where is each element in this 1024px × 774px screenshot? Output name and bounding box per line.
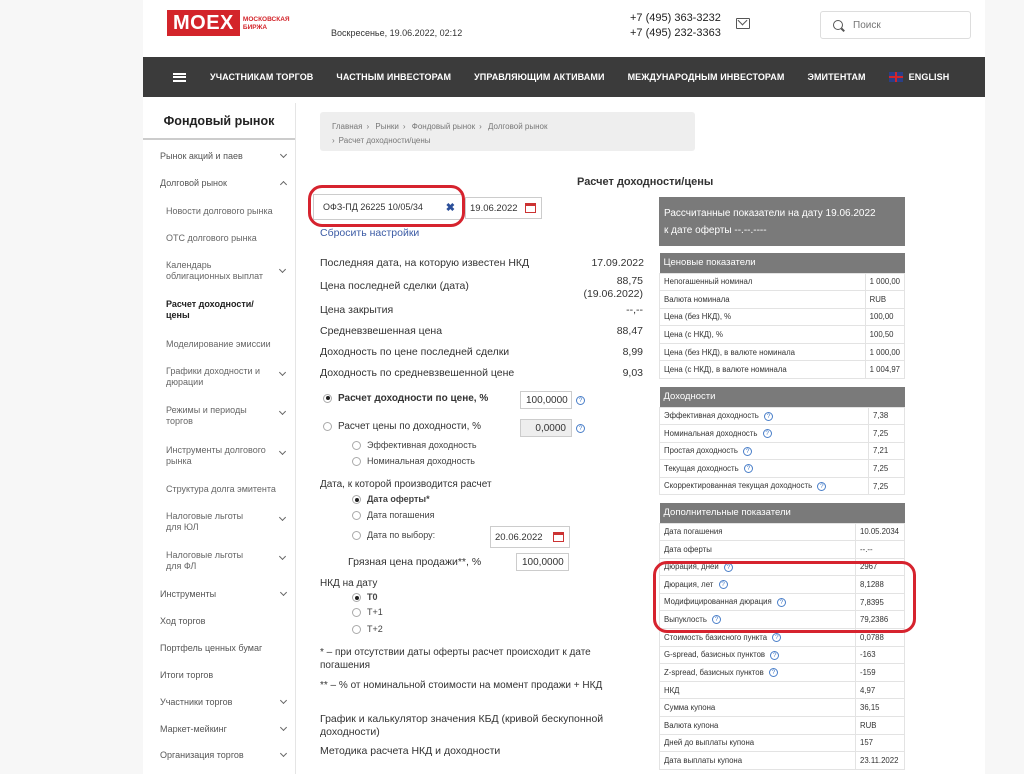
chevron-down-icon — [280, 589, 287, 596]
help-icon[interactable]: ? — [724, 563, 733, 572]
table-row — [660, 361, 905, 379]
last-nkd-date-label: Последняя дата, на которую известен НКД — [320, 257, 530, 269]
sidebar-item-organization[interactable]: Организация торгов — [143, 750, 296, 761]
phone-1[interactable]: +7 (495) 363-3232 — [630, 12, 721, 24]
row-value: 1 000,00 — [865, 343, 904, 361]
table-title: Ценовые показатели — [660, 253, 905, 273]
phone-2[interactable]: +7 (495) 232-3363 — [630, 27, 721, 39]
last-yield-value: 8,99 — [622, 346, 643, 358]
table-row — [660, 442, 905, 460]
mail-icon[interactable] — [736, 18, 750, 29]
dirty-price-label: Грязная цена продажи**, % — [348, 556, 482, 568]
yield-table — [659, 387, 905, 495]
nkd-date-label: НКД на дату — [320, 578, 378, 589]
row-label: Номинальная доходность ? — [660, 425, 869, 443]
nkd-t0-option[interactable]: T0 — [352, 592, 378, 602]
custom-date-option[interactable]: Дата по выбору: — [352, 530, 435, 540]
crumb-current: Расчет доходности/цены — [338, 136, 431, 145]
logo-text: MOEX — [167, 10, 240, 36]
chevron-down-icon[interactable] — [279, 408, 286, 415]
chevron-down-icon[interactable] — [279, 266, 286, 273]
sidebar-item-results[interactable]: Итоги торгов — [160, 670, 214, 680]
row-value: 1 004,97 — [865, 361, 904, 379]
logo-subtitle: МОСКОВСКАЯ БИРЖА — [242, 16, 290, 31]
row-label: Текущая доходность ? — [660, 460, 869, 478]
row-value: 100,50 — [865, 326, 904, 344]
sidebar-item-charts[interactable]: Графики доходности и дюрации — [166, 366, 261, 387]
row-value: 23.11.2022 — [856, 752, 905, 770]
row-label: Сумма купона — [660, 699, 856, 717]
row-value: RUB — [856, 717, 905, 735]
table-row — [660, 308, 905, 326]
row-value: -159 — [856, 664, 905, 682]
table-row — [660, 734, 905, 752]
custom-date-value: 20.06.2022 — [495, 532, 543, 543]
highlight-oval-bond — [308, 185, 465, 227]
row-label: Дюрация, дней ? — [660, 558, 856, 576]
help-icon[interactable]: ? — [777, 598, 786, 607]
row-value: 157 — [856, 734, 905, 752]
breadcrumb: Главная › Рынки › Фондовый рынок › Долговой рынок › Расчет доходности/цены — [320, 112, 695, 151]
chevron-down-icon[interactable] — [279, 514, 286, 521]
row-value: 7,25 — [869, 460, 905, 478]
sidebar-item-regimes[interactable]: Режимы и периоды торгов — [166, 405, 247, 426]
chevron-down-icon[interactable] — [279, 448, 286, 455]
row-label: Валюта номинала — [660, 291, 866, 309]
row-label: Выпуклость ? — [660, 611, 856, 629]
row-label: G-spread, базисных пунктов ? — [660, 646, 856, 664]
sidebar-item-debt-news[interactable]: Новости долгового рынка — [166, 206, 273, 216]
moex-logo[interactable] — [167, 10, 299, 36]
crumb-stock-market[interactable]: Фондовый рынок — [411, 122, 476, 131]
table-row — [660, 291, 905, 309]
calendar-icon[interactable] — [553, 532, 564, 542]
help-icon[interactable]: ? — [769, 668, 778, 677]
chevron-up-icon — [280, 181, 287, 188]
sidebar-item-tax-individual[interactable]: Налоговые льготы для ФЛ — [166, 550, 244, 571]
sidebar-item-stocks[interactable]: Рынок акций и паев — [143, 151, 296, 162]
row-value: 8,1288 — [856, 576, 905, 594]
row-value: 36,15 — [856, 699, 905, 717]
radio-t1[interactable] — [352, 608, 361, 617]
row-label: Цена (с НКД), % — [660, 326, 866, 344]
highlight-oval-duration — [653, 561, 916, 633]
phones — [630, 11, 721, 41]
offer-date-option[interactable]: Дата оферты* — [352, 494, 430, 504]
chevron-down-icon — [280, 151, 287, 158]
radio-calc-price[interactable] — [323, 422, 332, 431]
help-icon[interactable]: ? — [743, 447, 752, 456]
table-title: Дополнительные показатели — [660, 503, 905, 523]
row-value: 100,00 — [865, 308, 904, 326]
row-label: Z-spread, базисных пунктов ? — [660, 664, 856, 682]
row-value: 7,25 — [869, 477, 905, 495]
radio-t2[interactable] — [352, 625, 361, 634]
sidebar-item-portfolio[interactable]: Портфель ценных бумаг — [160, 643, 263, 653]
sidebar-item-instruments[interactable]: Инструменты — [143, 589, 296, 600]
sidebar-title: Фондовый рынок — [143, 103, 295, 140]
radio-calc-yield[interactable] — [323, 394, 332, 403]
row-label: Непогашенный номинал — [660, 273, 866, 291]
nkd-method-link[interactable]: Методика расчета НКД и доходности — [320, 745, 501, 757]
nav-issuers[interactable]: ЭМИТЕНТАМ — [807, 72, 866, 82]
sidebar-item-market-making[interactable]: Маркет-мейкинг — [143, 724, 296, 735]
calc-date-label: Дата, к которой производится расчет — [320, 479, 492, 490]
table-row — [660, 326, 905, 344]
radio-nom-yield[interactable] — [352, 457, 361, 466]
maturity-date-option[interactable]: Дата погашения — [352, 510, 435, 520]
help-icon[interactable]: ? — [770, 651, 779, 660]
table-row — [660, 646, 905, 664]
row-label: Дата погашения — [660, 523, 856, 541]
radio-custom-date[interactable] — [352, 531, 361, 540]
results-header-line-2: к дате оферты --.--.---- — [664, 225, 767, 236]
table-row — [660, 343, 905, 361]
row-value: 1 000,00 — [865, 273, 904, 291]
row-label: Простая доходность ? — [660, 442, 869, 460]
main-nav — [143, 57, 985, 97]
search-input[interactable] — [853, 20, 963, 31]
row-label: Дней до выплаты купона — [660, 734, 856, 752]
help-icon[interactable]: ? — [576, 396, 585, 405]
sidebar-item-debt-structure[interactable]: Структура долга эмитента — [166, 484, 276, 494]
help-icon[interactable]: ? — [772, 633, 781, 642]
row-label: Скорректированная текущая доходность ? — [660, 477, 869, 495]
chevron-down-icon — [280, 697, 287, 704]
sidebar-item-instruments-debt[interactable]: Инструменты долгового рынка — [166, 445, 266, 466]
chevron-down-icon[interactable] — [279, 553, 286, 560]
radio-maturity-date[interactable] — [352, 511, 361, 520]
search-icon[interactable] — [833, 20, 843, 30]
menu-icon[interactable] — [173, 73, 186, 82]
nav-traders[interactable]: УЧАСТНИКАМ ТОРГОВ — [210, 72, 314, 82]
results-header — [659, 197, 905, 246]
row-value: 7,8395 — [856, 593, 905, 611]
row-label: Цена (без НКД), в валюте номинала — [660, 343, 866, 361]
footnote-1: * – при отсутствии даты оферты расчет происходит к дате погашения — [320, 647, 591, 671]
nkd-t1-option[interactable]: T+1 — [352, 607, 383, 617]
weighted-yield-value: 9,03 — [622, 367, 643, 379]
clear-icon[interactable]: ✖ — [445, 202, 455, 214]
yield-input[interactable]: 0,0000 — [520, 419, 572, 437]
nkd-t2-option[interactable]: T+2 — [352, 624, 383, 634]
crumb-markets[interactable]: Рынки — [375, 122, 399, 131]
sidebar-item-tax-legal[interactable]: Налоговые льготы для ЮЛ — [166, 511, 244, 532]
row-value: --.-- — [856, 541, 905, 559]
last-trade-price-label: Цена последней сделки (дата) — [320, 280, 469, 292]
last-trade-date-value: (19.06.2022) — [583, 288, 643, 300]
table-row — [660, 699, 905, 717]
sidebar-item-emission[interactable]: Моделирование эмиссии — [166, 339, 271, 349]
calc-yield-option[interactable]: Расчет доходности по цене, % — [323, 393, 488, 404]
row-label: Модифицированная дюрация ? — [660, 593, 856, 611]
table-title: Доходности — [660, 387, 905, 407]
row-label: Дата оферты — [660, 541, 856, 559]
table-row — [660, 407, 905, 425]
row-value: RUB — [865, 291, 904, 309]
results-header-line-1: Рассчитанные показатели на дату 19.06.2022 — [664, 208, 876, 219]
calendar-icon[interactable] — [525, 203, 536, 213]
current-date: Воскресенье, 19.06.2022, 02:12 — [331, 28, 463, 38]
eff-yield-option[interactable]: Эффективная доходность — [352, 440, 477, 450]
sidebar-item-yield-calc[interactable]: Расчет доходности/ цены — [166, 299, 254, 320]
close-price-label: Цена закрытия — [320, 304, 394, 316]
row-value: 7,21 — [869, 442, 905, 460]
nav-international[interactable]: МЕЖДУНАРОДНЫМ ИНВЕСТОРАМ — [627, 72, 785, 82]
sidebar-item-participants[interactable]: Участники торгов — [143, 697, 296, 708]
kbd-chart-link[interactable]: График и калькулятор значения КБД (кривой бескупонной доходности) — [320, 713, 604, 738]
table-row — [660, 541, 905, 559]
page-title: Расчет доходности/цены — [577, 176, 714, 188]
table-row — [660, 681, 905, 699]
table-row — [660, 477, 905, 495]
row-label: Эффективная доходность ? — [660, 407, 869, 425]
table-row — [660, 460, 905, 478]
price-table — [659, 253, 905, 379]
close-price-value: --,-- — [626, 304, 643, 316]
weighted-price-label: Средневзвешенная цена — [320, 325, 443, 337]
reset-settings-link[interactable]: Сбросить настройки — [320, 227, 420, 239]
row-value: 4,97 — [856, 681, 905, 699]
calc-price-option[interactable]: Расчет цены по доходности, % — [323, 421, 481, 432]
chevron-down-icon — [280, 750, 287, 757]
nav-private-investors[interactable]: ЧАСТНЫМ ИНВЕСТОРАМ — [336, 72, 452, 82]
row-label: Цена (с НКД), в валюте номинала — [660, 361, 866, 379]
uk-flag-icon[interactable] — [889, 72, 903, 82]
sidebar-item-trading-progress[interactable]: Ход торгов — [160, 616, 206, 626]
calc-date-value: 19.06.2022 — [470, 203, 518, 214]
help-icon[interactable]: ? — [763, 429, 772, 438]
additional-table — [659, 503, 905, 770]
row-value: 79,2386 — [856, 611, 905, 629]
help-icon[interactable]: ? — [744, 464, 753, 473]
table-row — [660, 425, 905, 443]
sidebar-item-calendar[interactable]: Календарь облигационных выплат — [166, 260, 264, 281]
row-value: 7,25 — [869, 425, 905, 443]
chevron-down-icon — [280, 724, 287, 731]
row-value: 0,0788 — [856, 629, 905, 647]
row-label: Дата выплаты купона — [660, 752, 856, 770]
table-row — [660, 523, 905, 541]
custom-date-input[interactable] — [490, 526, 570, 548]
row-label: Цена (без НКД), % — [660, 308, 866, 326]
crumb-home[interactable]: Главная — [332, 122, 363, 131]
dirty-price-input[interactable]: 100,0000 — [516, 553, 569, 571]
table-row — [660, 717, 905, 735]
row-label: НКД — [660, 681, 856, 699]
table-row — [660, 752, 905, 770]
weighted-yield-label: Доходность по средневзвешенной цене — [320, 367, 515, 379]
last-trade-price-value: 88,75 — [616, 275, 643, 287]
help-icon[interactable]: ? — [576, 424, 585, 433]
search-box[interactable] — [820, 11, 971, 39]
bond-value: ОФЗ-ПД 26225 10/05/34 — [323, 202, 423, 212]
help-icon[interactable]: ? — [764, 412, 773, 421]
nom-yield-option[interactable]: Номинальная доходность — [352, 456, 475, 466]
row-label: Валюта купона — [660, 717, 856, 735]
row-value: -163 — [856, 646, 905, 664]
help-icon[interactable]: ? — [817, 482, 826, 491]
nav-english[interactable]: ENGLISH — [908, 72, 950, 82]
chevron-down-icon[interactable] — [279, 369, 286, 376]
sidebar-item-debt-market[interactable]: Долговой рынок — [143, 178, 296, 189]
calc-date-input[interactable] — [465, 197, 542, 219]
sidebar — [143, 103, 296, 774]
row-value: 10.05.2034 — [856, 523, 905, 541]
row-value: 2967 — [856, 558, 905, 576]
row-label: Дюрация, лет ? — [660, 576, 856, 594]
radio-t0[interactable] — [352, 593, 361, 602]
sidebar-item-otc[interactable]: ОТС долгового рынка — [166, 233, 257, 243]
footnote-2: ** – % от номинальной стоимости на момент продажи + НКД — [320, 680, 603, 691]
radio-eff-yield[interactable] — [352, 441, 361, 450]
last-yield-label: Доходность по цене последней сделки — [320, 346, 510, 358]
last-nkd-date-value: 17.09.2022 — [591, 257, 644, 269]
price-input[interactable]: 100,0000 — [520, 391, 572, 409]
row-label: Стоимость базисного пункта ? — [660, 629, 856, 647]
help-icon[interactable]: ? — [712, 615, 721, 624]
radio-offer-date[interactable] — [352, 495, 361, 504]
table-row — [660, 273, 905, 291]
crumb-debt-market[interactable]: Долговой рынок — [487, 122, 548, 131]
weighted-price-value: 88,47 — [616, 325, 643, 337]
help-icon[interactable]: ? — [719, 580, 728, 589]
row-value: 7,38 — [869, 407, 905, 425]
table-row — [660, 664, 905, 682]
nav-asset-managers[interactable]: УПРАВЛЯЮЩИМ АКТИВАМИ — [474, 72, 605, 82]
